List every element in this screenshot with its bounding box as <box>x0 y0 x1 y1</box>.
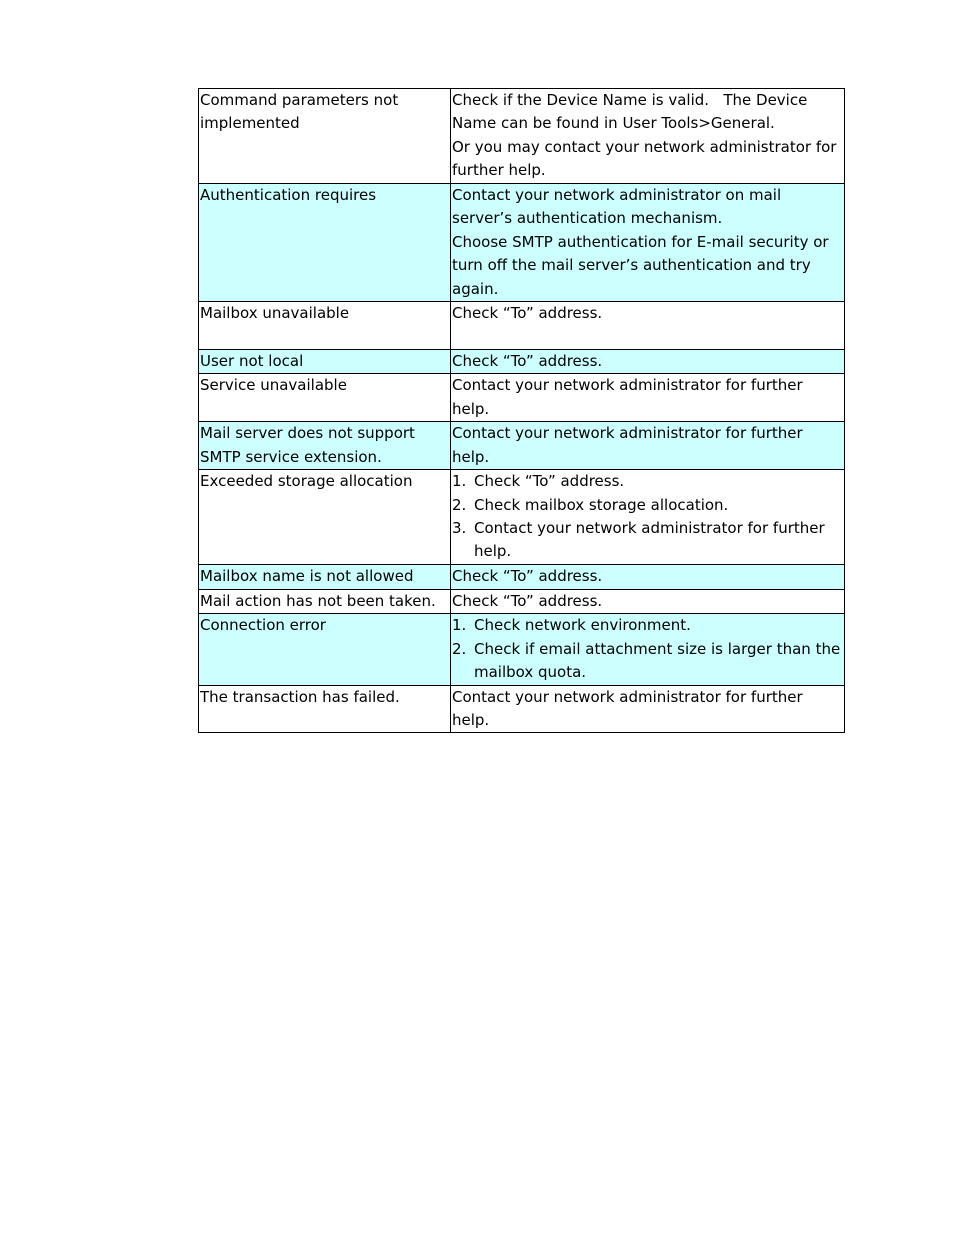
table-row <box>199 589 845 613</box>
solution-list-item <box>452 494 843 517</box>
list-item-text: Check if email attachment size is larger than the mailbox quota. <box>474 639 841 682</box>
solution-line: Contact your network administrator for further help. <box>452 376 803 418</box>
error-message-cell: Mail server does not support SMTP service extension. <box>199 422 451 470</box>
error-message-cell: User not local <box>199 350 451 374</box>
solution-list-item <box>452 470 843 493</box>
error-message-cell: The transaction has failed. <box>199 685 451 733</box>
list-item-text: Check “To” address. <box>474 472 625 491</box>
solution-cell <box>451 564 845 589</box>
solution-line: Or you may contact your network administrator for further help. <box>452 137 837 180</box>
solution-list-item <box>452 614 843 637</box>
list-number: 1. <box>452 472 467 491</box>
table-row <box>199 685 845 733</box>
solution-cell <box>451 589 845 613</box>
error-message-cell: Authentication requires <box>199 184 451 302</box>
solution-line: Choose SMTP authentication for E-mail security or turn off the mail server’s authentication and try again. <box>452 232 829 298</box>
table-row <box>199 350 845 374</box>
solution-list-item <box>452 638 843 685</box>
table-row <box>199 302 845 350</box>
solution-cell <box>451 302 845 350</box>
solution-line: Contact your network administrator for further help. <box>452 687 803 729</box>
solution-cell <box>451 470 845 565</box>
solution-cell <box>451 422 845 470</box>
list-item-text: Contact your network administrator for further help. <box>474 519 825 561</box>
table-row <box>199 184 845 302</box>
solution-cell <box>451 685 845 733</box>
table-body <box>199 89 845 733</box>
solution-cell <box>451 350 845 374</box>
solution-cell <box>451 184 845 302</box>
solution-line: Check “To” address. <box>452 352 603 371</box>
solution-cell <box>451 374 845 422</box>
table-row <box>199 564 845 589</box>
table-row <box>199 470 845 565</box>
list-number: 3. <box>452 519 467 538</box>
solution-cell <box>451 89 845 184</box>
solution-list-item <box>452 517 843 564</box>
table-row <box>199 89 845 184</box>
error-message-cell: Mailbox name is not allowed <box>199 564 451 589</box>
table-row <box>199 614 845 685</box>
solution-line: Check “To” address. <box>452 566 603 585</box>
solution-line: Check “To” address. <box>452 591 603 610</box>
solution-line: Contact your network administrator on mail server’s authentication mechanism. <box>452 186 782 228</box>
table-row <box>199 374 845 422</box>
solution-line: Contact your network administrator for further help. <box>452 424 803 466</box>
list-item-text: Check mailbox storage allocation. <box>474 495 729 514</box>
solution-line: Check “To” address. <box>452 304 603 323</box>
list-number: 2. <box>452 639 467 658</box>
list-number: 1. <box>452 616 467 635</box>
error-message-cell: Service unavailable <box>199 374 451 422</box>
error-message-cell: Connection error <box>199 614 451 685</box>
error-message-cell: Exceeded storage allocation <box>199 470 451 565</box>
error-message-cell: Command parameters not implemented <box>199 89 451 184</box>
table-row <box>199 422 845 470</box>
list-number: 2. <box>452 495 467 514</box>
solution-cell <box>451 614 845 685</box>
error-message-cell: Mail action has not been taken. <box>199 589 451 613</box>
list-item-text: Check network environment. <box>474 616 691 635</box>
solution-line: Check if the Device Name is valid. The Device Name can be found in User Tools>General. <box>452 91 808 133</box>
error-solution-table <box>198 88 845 733</box>
error-message-cell: Mailbox unavailable <box>199 302 451 350</box>
